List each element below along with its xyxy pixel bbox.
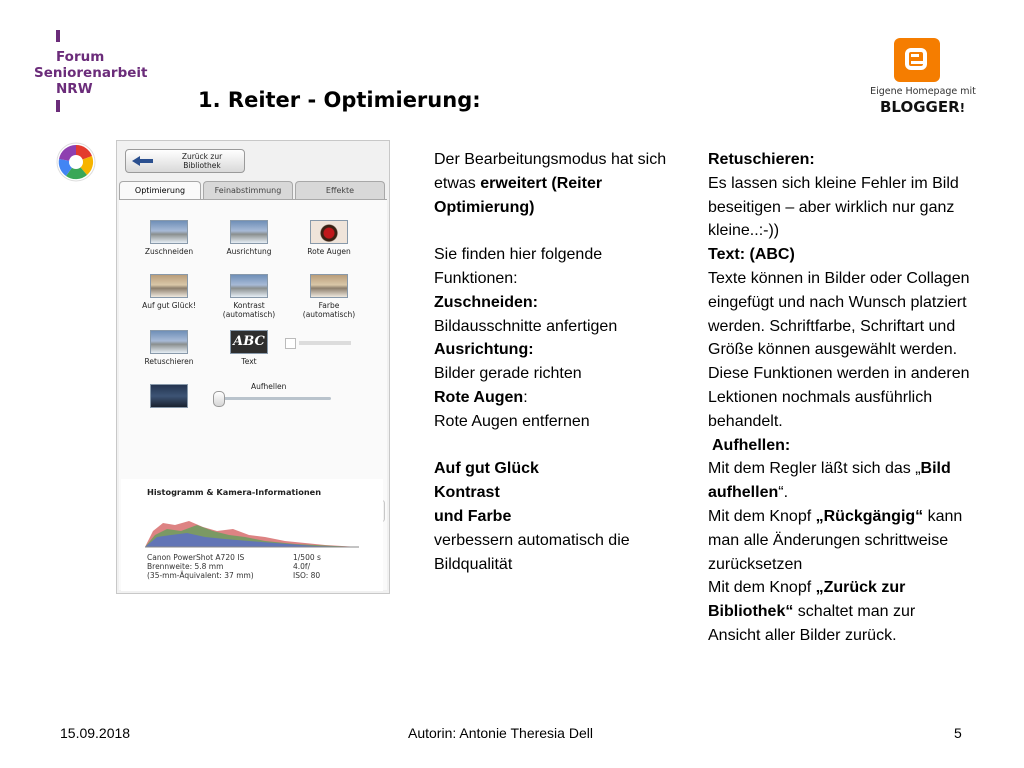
- tab-optimierung: Optimierung: [119, 181, 201, 200]
- text-column-middle: [434, 148, 684, 576]
- aufhellen-slider-label: Aufhellen: [251, 382, 287, 391]
- forum-seniorenarbeit-logo: [34, 30, 174, 114]
- abc-text-icon: ABC: [230, 330, 268, 354]
- heading-text-abc: Text: (ABC): [708, 246, 795, 264]
- tool-text: ABC Text: [219, 330, 279, 366]
- red-eye-thumb-icon: [310, 220, 348, 244]
- logo-bar-top: [56, 30, 60, 42]
- tool-zuschneiden: Zuschneiden: [139, 220, 199, 256]
- tool-farbe: Farbe (automatisch): [299, 274, 359, 319]
- histogram-title: Histogramm & Kamera-Informationen: [147, 487, 322, 497]
- logo-line-nrw: NRW: [56, 81, 93, 97]
- disabled-option-label: [299, 341, 351, 345]
- heading-aufhellen: Aufhellen:: [712, 436, 791, 454]
- tool-auf-gut-glueck: Auf gut Glück!: [139, 274, 199, 310]
- camera-info-left: Canon PowerShot A720 IS Brennweite: 5.8 mm (35-mm-Äquivalent: 37 mm): [147, 553, 254, 580]
- logo-line-forum: Forum: [56, 49, 105, 65]
- histogram-graph: [145, 501, 359, 549]
- option-checkbox: [285, 338, 296, 349]
- retouch-thumb-icon: [150, 330, 188, 354]
- text-lektionen: Diese Funktionen werden in anderen Lektionen nochmals ausführlich behandelt.: [708, 365, 970, 430]
- footer-page-number: 5: [954, 725, 962, 741]
- contrast-thumb-icon: [230, 274, 268, 298]
- blogger-icon: [894, 38, 940, 82]
- heading-farbe: und Farbe: [434, 507, 512, 525]
- tool-rote-augen: Rote Augen: [299, 220, 359, 256]
- aufhellen-slider-track: [217, 397, 331, 400]
- heading-kontrast: Kontrast: [434, 484, 500, 502]
- heading-auf-gut-glueck: Auf gut Glück: [434, 460, 539, 478]
- text-rote-augen: Rote Augen entfernen: [434, 412, 590, 430]
- tool-aufhellen-thumb: [139, 384, 199, 411]
- picasa-editor-screenshot: [116, 140, 390, 594]
- logo-line-seniorenarbeit: Seniorenarbeit: [34, 65, 148, 81]
- crop-thumb-icon: [150, 220, 188, 244]
- color-thumb-icon: [310, 274, 348, 298]
- blogger-wordmark: BLOGGER!: [880, 98, 966, 116]
- fill-light-thumb-icon: [150, 384, 188, 408]
- tool-retuschieren: Retuschieren: [139, 330, 199, 366]
- heading-ausrichtung: Ausrichtung:: [434, 341, 534, 359]
- blogger-subtitle: Eigene Homepage mit: [870, 86, 976, 97]
- text-knopf-zurueck: Mit dem Knopf „Zurück zur Bibliothek“ schaltet man zur Ansicht aller Bilder zurück.: [708, 579, 916, 644]
- text-column-right: [708, 148, 970, 648]
- functions-intro: Sie finden hier folgende Funktionen:: [434, 246, 603, 287]
- text-verbessern: verbessern automatisch die Bildqualität: [434, 531, 630, 573]
- text-zuschneiden: Bildausschnitte anfertigen: [434, 317, 618, 335]
- text-knopf-rueckgaengig: Mit dem Knopf „Rückgängig“ kann man alle Änderungen schrittweise zurücksetzen: [708, 507, 963, 573]
- tab-effekte: Effekte: [295, 181, 385, 200]
- tool-ausrichtung: Ausrichtung: [219, 220, 279, 256]
- heading-zuschneiden: Zuschneiden:: [434, 293, 539, 311]
- lucky-thumb-icon: [150, 274, 188, 298]
- back-to-library-button: [125, 149, 245, 173]
- intro-paragraph: Der Bearbeitungsmodus hat sich etwas erweitert (Reiter Optimierung): [434, 151, 667, 216]
- aufhellen-slider-handle: [213, 391, 225, 407]
- text-regler: Mit dem Regler läßt sich das „Bild aufhellen“.: [708, 460, 951, 502]
- tool-kontrast: Kontrast (automatisch): [219, 274, 279, 319]
- text-ausrichtung: Bilder gerade richten: [434, 365, 582, 383]
- blogger-logo: [862, 36, 982, 120]
- footer-author: Autorin: Antonie Theresia Dell: [408, 725, 593, 741]
- heading-rote-augen: Rote Augen:: [434, 388, 528, 406]
- text-retuschieren: Es lassen sich kleine Fehler im Bild beseitigen – aber wirklich nur ganz kleine..:-)): [708, 174, 959, 240]
- picasa-icon: [56, 142, 96, 182]
- footer-date: 15.09.2018: [60, 725, 131, 741]
- back-button-label: Zurück zur Bibliothek: [181, 152, 223, 170]
- straighten-thumb-icon: [230, 220, 268, 244]
- tab-feinabstimmung: Feinabstimmung: [203, 181, 293, 200]
- text-text-abc: Texte können in Bilder oder Collagen eingefügt und nach Wunsch platziert werden. Schriftfarbe, Schriftart und Größe können ausgewählt werden.: [708, 269, 970, 359]
- heading-retuschieren: Retuschieren:: [708, 151, 815, 168]
- slide-title: 1. Reiter - Optimierung:: [198, 88, 481, 112]
- logo-bar-bottom: [56, 100, 60, 112]
- camera-info-right: 1/500 s 4.0f/ ISO: 80: [293, 553, 321, 580]
- histogram-section: [121, 479, 383, 591]
